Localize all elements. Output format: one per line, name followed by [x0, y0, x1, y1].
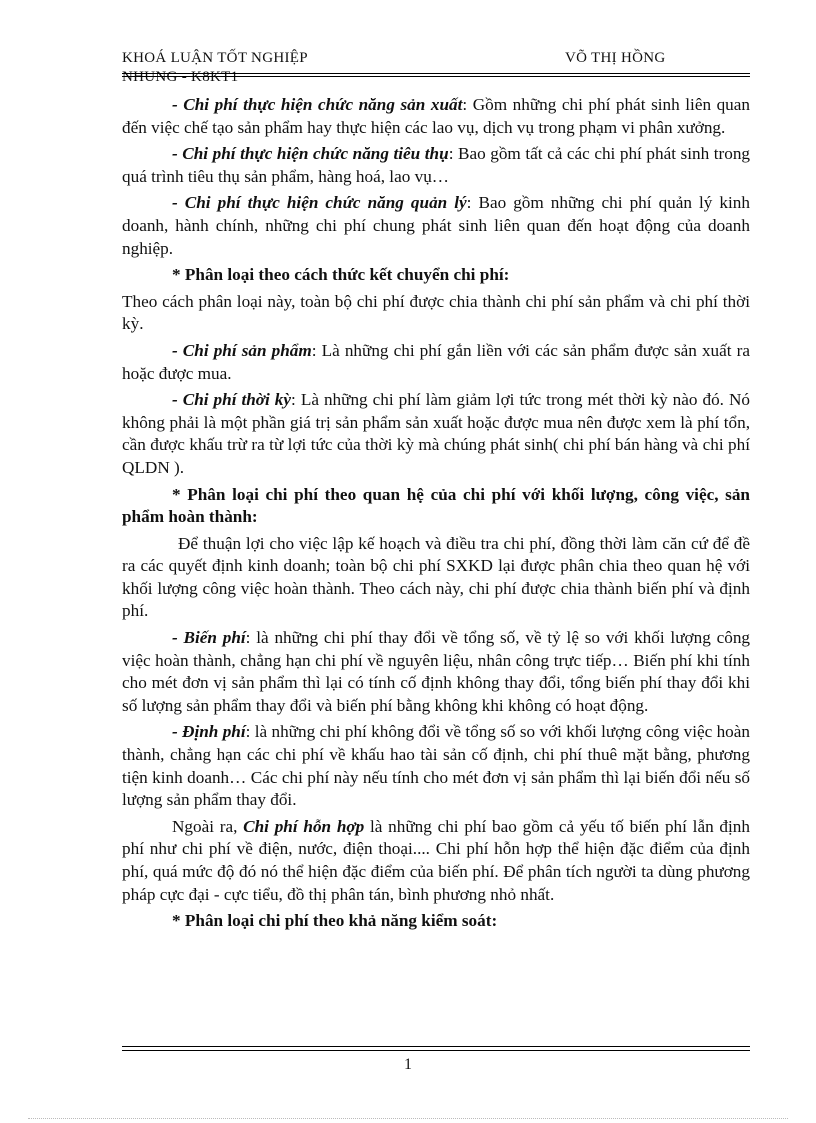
- paragraph-sales-cost: [122, 143, 750, 188]
- document-body: [122, 94, 750, 937]
- paragraph-text: là những chi phí bao gồm cả yếu tố biến phí lẫn định phí như chi phí về điện, nước, điện thoại.... Chi phí hỗn hợp thể hiện đặc điểm của định phí, quá mức độ đó nó thể hiện đặc điểm của biến phí. Để phân tích người ta dùng phương pháp cực đại - cực tiểu, đồ thị phân tán, bình phương nhỏ nhất.: [122, 816, 750, 904]
- header-author-name: VÕ THỊ HỒNG: [565, 50, 666, 66]
- footer-rule-top: [122, 1046, 750, 1047]
- paragraph-text: : Gồm những chi phí phát sinh liên quan đến việc chế tạo sản phẩm hay thực hiện các lao vụ, dịch vụ trong phạm vi phân xưởng.: [122, 95, 750, 137]
- paragraph-period-cost: [122, 389, 750, 479]
- paragraph-transfer-intro: Theo cách phân loại này, toàn bộ chi phí được chia thành chi phí sản phẩm và chi phí thời kỳ.: [122, 291, 750, 334]
- paragraph-text: : là những chi phí không đổi về tổng số so với khối lượng công việc hoàn thành, chẳng hạn các chi phí về khấu hao tài sản cố định, chi phí thuê mặt bằng, phương tiện kinh doanh… Các chi phí này nếu tính cho mét đơn vị sản phẩm thì lại biến đổi nếu số lượng sản phẩm thay đổi.: [122, 722, 750, 810]
- term-period-cost: - Chi phí thời kỳ: [172, 390, 292, 410]
- term-sales: - Chi phí thực hiện chức năng tiêu thụ: [172, 144, 449, 164]
- paragraph-mixed-cost: [122, 816, 750, 906]
- page-bottom-dotted-line: [28, 1118, 788, 1119]
- header-rule-bottom: [122, 76, 750, 77]
- header-rule-top: [122, 73, 750, 74]
- page-number: 1: [404, 1056, 412, 1073]
- paragraph-fixed-cost: [122, 721, 750, 811]
- term-production: - Chi phí thực hiện chức năng sản xuất: [172, 95, 463, 114]
- paragraph-management-cost: [122, 192, 750, 260]
- paragraph-text: : là những chi phí thay đổi về tổng số, về tỷ lệ so với khối lượng công việc hoàn thành, chẳng hạn chi phí về nguyên liệu, nhân công trực tiếp… Biến phí khi tính cho mét đơn vị sản phẩm thì lại có tính cố định không thay đổi, tổng biến phí thay đổi khi số lượng sản phẩm thay đổi và biến phí bằng không khi không có hoạt động.: [122, 628, 751, 715]
- term-variable-cost: - Biến phí: [172, 628, 246, 648]
- paragraph-production-cost: [122, 94, 750, 139]
- section-heading-volume: * Phân loại chi phí theo quan hệ của chi phí với khối lượng, công việc, sản phẩm hoàn thành:: [122, 484, 750, 527]
- header-thesis-title: KHOÁ LUẬN TỐT NGHIỆP: [122, 50, 308, 66]
- header-author-continuation: NHUNG - K8KT1: [122, 69, 239, 82]
- footer-rule-bottom: [122, 1050, 750, 1051]
- term-product-cost: - Chi phí sản phẩm: [172, 340, 312, 360]
- paragraph-product-cost: [122, 340, 750, 385]
- paragraph-text: : Là những chi phí gắn liền với các sản phẩm được sản xuất ra hoặc được mua.: [122, 340, 750, 383]
- paragraph-text: : Bao gồm tất cả các chi phí phát sinh trong quá trình tiêu thụ sản phẩm, hàng hoá, lao vụ…: [122, 144, 751, 186]
- paragraph-variable-cost: [122, 627, 750, 717]
- paragraph-volume-intro: Để thuận lợi cho việc lập kế hoạch và điều tra chi phí, đồng thời làm căn cứ để đề ra các quyết định kinh doanh; toàn bộ chi phí SXKD lại được phân chia theo quan hệ với khối lượng công việc hoàn thành. Theo cách này, chi phí được chia thành biến phí và định phí.: [122, 533, 750, 621]
- term-management: - Chi phí thực hiện chức năng quản lý: [172, 193, 467, 213]
- term-fixed-cost: - Định phí: [172, 722, 246, 742]
- paragraph-text: : Bao gồm những chi phí quản lý kinh doanh, hành chính, những chi phí chung phát sinh liên quan đến hoạt động của doanh nghiệp.: [122, 193, 750, 258]
- term-mixed-cost: Chi phí hỗn hợp: [243, 816, 365, 836]
- paragraph-text: : Là những chi phí làm giảm lợi tức trong mét thời kỳ nào đó. Nó không phải là một phần giá trị sản phẩm sản xuất hoặc được mua nên được xem là phí tổn, cần được khấu trừ ra từ lợi tức của thời kỳ mà chúng phát sinh( chi phí bán hàng và chi phí QLDN ).: [122, 390, 750, 477]
- page-header: [122, 48, 750, 88]
- paragraph-text: Ngoài ra,: [172, 816, 244, 836]
- section-heading-control: * Phân loại chi phí theo khả năng kiểm soát:: [172, 911, 498, 931]
- section-heading-transfer: * Phân loại theo cách thức kết chuyển chi phí:: [172, 265, 510, 285]
